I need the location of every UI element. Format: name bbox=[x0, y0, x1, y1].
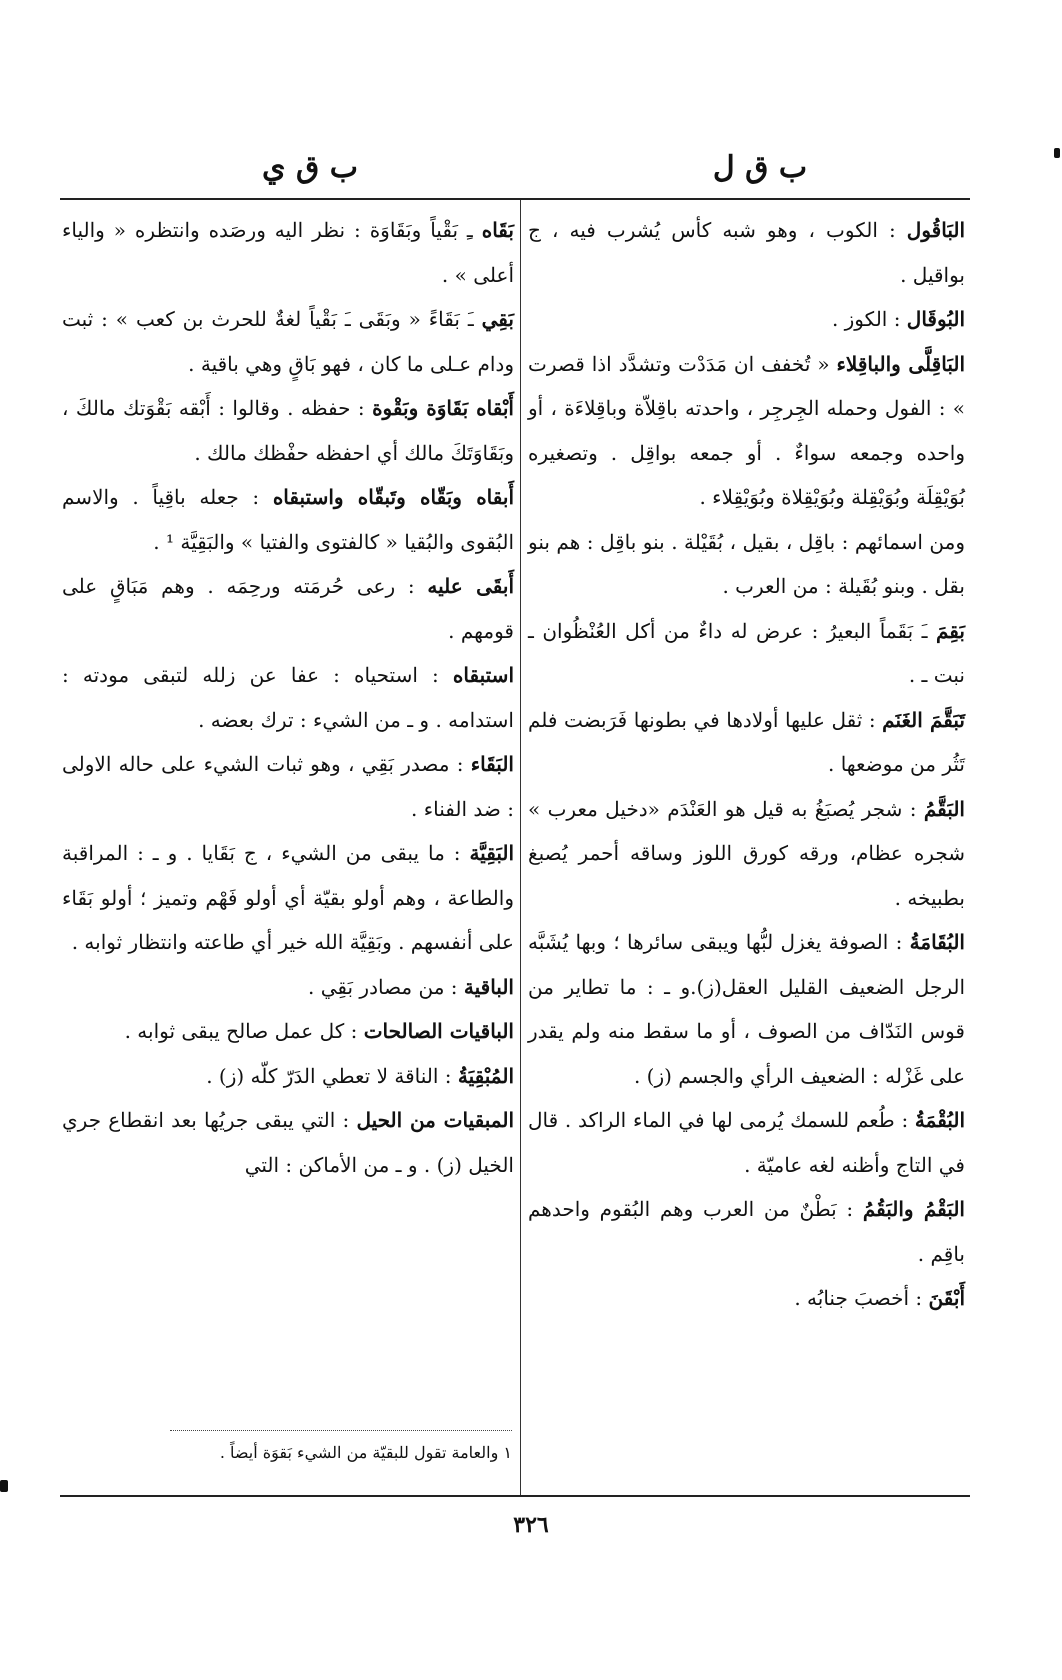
entry-definition: ـَ بَقَماً البعيرُ : عرض له داءٌ من أكل العُنْظُوان ـ نبت ـ . bbox=[528, 618, 965, 687]
dictionary-entry bbox=[62, 386, 514, 475]
entry-definition: : ثقل عليها أولادها في بطونها فَرَبضت فلم تَثُر من موضعها . bbox=[528, 707, 965, 776]
entry-definition: : الناقة لا تعطي الدَرّ كلّه (ز) . bbox=[206, 1063, 452, 1088]
dictionary-entry bbox=[528, 1187, 965, 1276]
entry-definition: ـِ بَقْياً وبَقَاوَة : نظر اليه ورصَده وانتظره « والياء أعلى » . bbox=[62, 218, 514, 287]
dictionary-entry bbox=[528, 920, 965, 1098]
entry-headword: تَبَقَّمَ الغَنَم bbox=[882, 707, 965, 732]
dictionary-entry bbox=[528, 1098, 965, 1187]
entry-headword: أَبقَى عليه bbox=[427, 574, 514, 598]
dictionary-entry bbox=[62, 653, 514, 742]
right-column-header: ب ق ل bbox=[712, 150, 808, 185]
top-rule bbox=[60, 198, 970, 200]
entry-definition: ومن اسمائهم : باقِل ، بقيل ، بُقَيْلة . بنو باقِل : هم بنو بقل . وبنو بُقَيلة : من العرب . bbox=[528, 529, 965, 598]
entry-definition: : حفظه . وقالوا : أَبْقه بَقْوَتك مالكَ ، وبَقَاوَتَكَ مالك أي احفظه حفْظك مالك . bbox=[62, 396, 514, 465]
dictionary-entry bbox=[62, 965, 514, 1010]
dictionary-entry bbox=[528, 208, 965, 297]
entry-definition: : جعله باقِياً . والاسم البُقوى والبُقيا « كالفتوى والفتيا » والبَقِيَّة ¹ . bbox=[62, 485, 514, 554]
dictionary-entry bbox=[62, 831, 514, 965]
dictionary-entry bbox=[62, 1009, 514, 1054]
entry-definition: : من مصادر بَقِي . bbox=[308, 974, 458, 999]
entry-headword: بَقَاه bbox=[481, 218, 514, 242]
entry-headword: الباقية bbox=[463, 974, 514, 999]
dictionary-entry bbox=[62, 475, 514, 564]
bottom-rule bbox=[60, 1495, 970, 1497]
entry-headword: المُبْقِيَةُ bbox=[457, 1063, 514, 1088]
dictionary-entry bbox=[62, 742, 514, 831]
entry-definition: : استحياه : عفا عن زلله لتبقى مودته : استدامه . و ـ من الشيء : ترك بعضه . bbox=[62, 663, 514, 732]
entry-definition: : التي يبقى جريُها بعد انقطاع جري الخيل (ز) . و ـ من الأماكن : التي bbox=[62, 1108, 514, 1177]
dictionary-entry bbox=[62, 1054, 514, 1099]
dictionary-entry bbox=[528, 297, 965, 342]
entry-headword: البَقْمُ والبَقُمُ bbox=[862, 1197, 965, 1221]
entry-definition: : الصوفة يغزل لبُّها ويبقى سائرها ؛ وبها يُشَبَّه الرجل الضعيف القليل العقل(ز).و ـ : ما تطاير من قوس النَدّاف من الصوف ، أو ما سقط منه ولم يقدر على غَزْله : الضعيف الرأي والجسم (ز) . bbox=[528, 930, 965, 1088]
edge-mark bbox=[0, 1480, 8, 1492]
dictionary-entry bbox=[528, 520, 965, 609]
column-divider bbox=[520, 200, 521, 1495]
entry-definition: : الكوب ، وهو شبه كأس يُشرب فيه ، ج بواقيل . bbox=[528, 218, 965, 287]
left-column bbox=[62, 208, 514, 1187]
entry-headword: أَبْقاه بَقَاوَة وبَقْوة bbox=[372, 396, 514, 420]
entry-headword: الباقيات الصالحات bbox=[363, 1019, 514, 1043]
entry-definition: : شجر يُصبَغُ به قيل هو العَنْدَم «دخيل معرب » شجره عظام، ورقه كورق اللوز وساقه أحمر يُصبغ بطبيخه . bbox=[528, 796, 965, 910]
entry-headword: أَبْقَنَ bbox=[928, 1286, 965, 1310]
dictionary-entry bbox=[528, 787, 965, 921]
entry-headword: بَقِي bbox=[481, 307, 514, 331]
entry-definition: : طُعم للسمك يُرمى لها في الماء الراكد . قال في التاج وأظنه لغه عاميّة . bbox=[528, 1108, 965, 1177]
entry-headword: البَقَّمُ bbox=[923, 796, 965, 821]
dictionary-entry bbox=[528, 609, 965, 698]
entry-definition: : بَطْنٌ من العرب وهم البُقوم واحدهم باقِم . bbox=[528, 1197, 965, 1266]
entry-definition: : رعى حُرمَته ورحِمَه . وهم مَبَاقٍ على قومهم . bbox=[62, 574, 514, 643]
entry-headword: البَقَاء bbox=[470, 752, 514, 776]
dictionary-entry bbox=[528, 698, 965, 787]
dictionary-entry bbox=[62, 208, 514, 297]
dictionary-entry bbox=[62, 1098, 514, 1187]
entry-definition: : أخصبَ جنابُه . bbox=[794, 1286, 923, 1310]
entry-headword: البَاقِلَّى والباقِلاء bbox=[836, 351, 966, 376]
right-column bbox=[528, 208, 965, 1321]
entry-definition: : كل عمل صالح يبقى ثوابه . bbox=[124, 1019, 358, 1043]
entry-headword: المبقيات من الحيل bbox=[356, 1108, 515, 1132]
entry-definition: « تُخفف ان مَدَدْت وتشدَّد اذا قصرت » : الفول وحمله الجِرجِر ، واحدته باقِلاّة وباقِلاءَة ، أو واحده وجمعه سواءٌ . أو جمعه بواقِل . وتصغيره بُوَيْقِلَة وبُوَيْقِلة وبُوَيْقِلاة وبُوَيْقِلاء . bbox=[528, 351, 965, 509]
entry-definition: ـَ بَقَاءً « وبَقَى ـَ بَقْياً لغةٌ للحرث بن كعب » : ثبت ودام عـلى ما كان ، فهو بَاقٍ وهي باقية . bbox=[62, 307, 514, 376]
footnote: ١ والعامة تقول للبقيّة من الشيء بَقوَة أيضاً . bbox=[219, 1443, 512, 1462]
edge-mark bbox=[1054, 148, 1060, 158]
entry-headword: البَاقُول bbox=[906, 218, 965, 242]
dictionary-entry bbox=[528, 342, 965, 520]
entry-headword: استبقاه bbox=[452, 663, 514, 687]
dictionary-entry bbox=[528, 1276, 965, 1321]
entry-definition: : مصدر بَقِي ، وهو ثبات الشيء على حاله الاولى : ضد الفناء . bbox=[62, 752, 514, 821]
footnote-rule bbox=[170, 1430, 512, 1431]
entry-definition: : ما يبقى من الشيء ، ج بَقَايا . و ـ : المراقبة والطاعة ، وهم أولو بقيّة أي أولو فَهْم وتميز ؛ أولو بَقَاء على أنفسهم . وبَقِيَّة الله خير أي طاعته وانتظار ثوابه . bbox=[62, 841, 514, 954]
entry-headword: بَقِمَ bbox=[936, 618, 965, 643]
entry-headword: أَبقاه وبَقّاه وتَبقّاه واستبقاه bbox=[272, 485, 515, 509]
entry-headword: البُقْمَةُ bbox=[914, 1108, 965, 1132]
entry-headword: البُقَامَةُ bbox=[909, 930, 965, 954]
entry-definition: : الكوز . bbox=[831, 307, 901, 331]
dictionary-entry bbox=[62, 297, 514, 386]
entry-headword: البَقِيَّة bbox=[469, 841, 515, 865]
dictionary-entry bbox=[62, 564, 514, 653]
left-column-header: ب ق ي bbox=[262, 150, 358, 185]
page-number: ٣٢٦ bbox=[513, 1512, 549, 1538]
entry-headword: البُوقَال bbox=[906, 307, 965, 331]
